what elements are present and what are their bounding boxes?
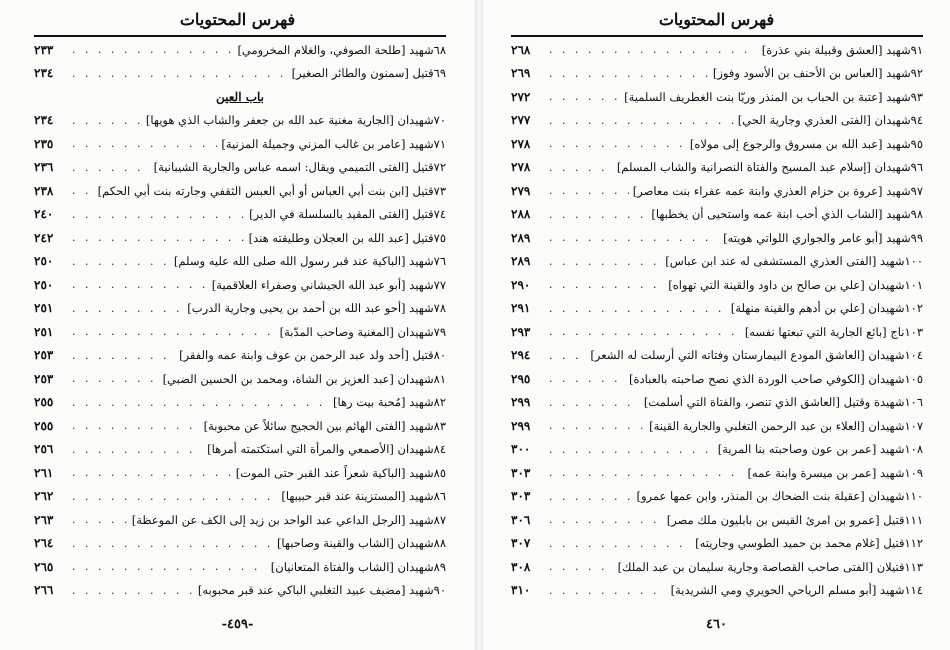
toc-entry: [511, 367, 923, 391]
toc-leader-dots: [549, 349, 586, 362]
toc-entry-title: ١١٣قتيلان [الفتى صاحب القصاصة وجارية سليمان بن عبد الملك]: [617, 559, 923, 574]
toc-leader-dots: [549, 114, 734, 127]
toc-entry-title: ١٠٥شهيدان [الكوفي صاحب الوردة الذي نصح صاحبته بالعبادة]: [629, 371, 923, 386]
toc-entry-page: ٢٦٣: [34, 512, 54, 527]
toc-entry-page: ٢٧٨: [511, 160, 531, 175]
toc-entry-page: ٢٩٠: [511, 277, 531, 292]
toc-entry-title: ٧٠شهيدان [الجارية مغنية عبد الله بن جعفر والشاب الذي هويها]: [145, 113, 446, 128]
toc-entry-title: ٩٤شهيدان [الفتى العذري وجارية الحي]: [737, 113, 923, 128]
toc-leader-dots: [72, 513, 128, 526]
toc-entry-title: ١٠٣ناج [بائع الجارية التي تبعتها نفسه]: [744, 324, 923, 339]
toc-entry: [511, 461, 923, 485]
toc-entry-title: ٧٨شهيد [أحو عبد الله بن أحمد بن يحيى وجارية الدرب]: [187, 301, 446, 316]
left-page-header: فهرس المحتويات: [179, 10, 296, 29]
toc-entry-title: ١٠٠شهيد [الفتى العذري المستشفى له عند ابن عباس]: [665, 254, 923, 269]
toc-leader-dots: [72, 396, 329, 409]
toc-entry-page: ٢٩٥: [511, 371, 531, 386]
toc-entry-page: ٢٥٦: [34, 442, 54, 457]
toc-entry: [34, 555, 446, 579]
toc-entry: [511, 226, 923, 250]
toc-entry: [511, 438, 923, 462]
toc-entry-title: ٨١شهيدان [عبد العزيز بن الشاة، ومحمد بن الحسين الضبي]: [162, 371, 446, 386]
toc-entry-page: ٢٦٤: [34, 536, 54, 551]
toc-entry-title: ٩٦شهيدان [إسلام عبد المسيح والفتاة النصرانية والشاب المسلم]: [616, 160, 923, 175]
toc-leader-dots: [72, 302, 183, 315]
toc-entry: [511, 555, 923, 579]
toc-entry-page: ٢٩٩: [511, 395, 531, 410]
toc-entry-page: ٢٣٤: [34, 66, 54, 81]
toc-entry-title: ٧١شهيد [عامر بن غالب المزني وجميلة المزنية]: [221, 136, 446, 151]
toc-entry-title: ١١٢قتيل [غلام محمد بن حميد الطوسي وجاريته]: [695, 536, 923, 551]
toc-leader-dots: [549, 161, 613, 174]
toc-leader-dots: [549, 419, 645, 432]
toc-entry-page: ٣٠٠: [511, 442, 531, 457]
toc-entry: [34, 62, 446, 86]
toc-leader-dots: [549, 137, 686, 150]
toc-leader-dots: [72, 208, 245, 221]
toc-entry-page: ٣٠٨: [511, 559, 531, 574]
toc-entry-page: ٢٦٨: [511, 42, 531, 57]
toc-entry-page: ٢٥٣: [34, 348, 54, 363]
toc-leader-dots: [549, 67, 709, 80]
toc-entry: [511, 579, 923, 603]
toc-leader-dots: [549, 208, 647, 221]
toc-entry: [34, 250, 446, 274]
toc-entry: [511, 297, 923, 321]
toc-leader-dots: [72, 490, 277, 503]
toc-entry: [511, 250, 923, 274]
toc-entry: [511, 109, 923, 133]
toc-entry: [34, 38, 446, 62]
toc-entry: [34, 344, 446, 368]
toc-entry: [34, 461, 446, 485]
toc-entry-page: ٣١٠: [511, 583, 531, 598]
toc-leader-dots: [72, 278, 208, 291]
right-page-number: ٤٦٠: [706, 617, 727, 632]
toc-entry-page: ٢٣٤: [34, 113, 54, 128]
toc-leader-dots: [549, 90, 620, 103]
toc-entry: [34, 367, 446, 391]
toc-entry-title: ٩٢شهيد [العباس بن الأحنف بن الأسود وفوز]: [712, 66, 923, 81]
toc-leader-dots: [72, 137, 217, 150]
toc-leader-dots: [549, 584, 667, 597]
toc-leader-dots: [549, 396, 640, 409]
toc-entry: [511, 156, 923, 180]
toc-entry: [34, 414, 446, 438]
toc-entry: [511, 132, 923, 156]
toc-entry-title: ٩١شهيد [العشق وقبيلة بني عذرة]: [761, 42, 923, 57]
toc-entry: [34, 156, 446, 180]
toc-entry-page: ٢٩١: [511, 301, 531, 316]
toc-entry-page: ٢٦١: [34, 465, 54, 480]
toc-leader-dots: [549, 278, 664, 291]
toc-entry-page: ٢٩٣: [511, 324, 531, 339]
toc-leader-dots: [549, 184, 629, 197]
toc-entry-title: ٨٨شهيدان [الشاب والقينة وصاحبها]: [276, 536, 446, 551]
toc-entry-title: ١٠١شهيدان [علي بن صالح بن داود والقينة التي تهواه]: [668, 277, 923, 292]
toc-entry-page: ٢٣٨: [34, 183, 54, 198]
toc-entry-page: ٣٠٦: [511, 512, 531, 527]
toc-entry: [511, 85, 923, 109]
toc-entry-page: ٢٧٧: [511, 113, 531, 128]
toc-entry-page: ٢٤٢: [34, 230, 54, 245]
left-page-number: -٤٥٩-: [221, 617, 254, 632]
toc-entry-title: ٩٨شهيد [الشاب الذي أحب ابنة عمه واستحيى أن يخطبها]: [651, 207, 923, 222]
toc-entry: [34, 485, 446, 509]
toc-entry-title: ١١٠شهيدان [عقيلة بنت الضحاك بن المنذر، وابن عمها عمرو]: [636, 489, 923, 504]
toc-entry: [511, 273, 923, 297]
toc-entry-title: ٨٧شهيد [الرجل الداعي عبد الواحد بن زيد إلى الكف عن الموعظة]: [131, 512, 446, 527]
toc-entry-page: ٣٠٣: [511, 465, 531, 480]
toc-leader-dots: [72, 584, 194, 597]
toc-leader-dots: [549, 560, 614, 573]
toc-entry-page: ٢٧٨: [511, 136, 531, 151]
toc-leader-dots: [72, 325, 276, 338]
toc-entry: [511, 320, 923, 344]
toc-entry-title: ٨٦شهيد [المستزينة عند قبر حبيبها]: [281, 489, 446, 504]
toc-entry: [34, 320, 446, 344]
toc-entry: [511, 508, 923, 532]
toc-entry-page: ٢٧٩: [511, 183, 531, 198]
toc-leader-dots: [549, 513, 663, 526]
toc-entry-title: ٩٩شهيد [أبو عامر والجواري اللواتي هويته]: [723, 230, 923, 245]
toc-leader-dots: [549, 372, 625, 385]
toc-entry-title: ١١٤شهيد [أبو مسلم الرياحي الحويري ومي الشريدية]: [670, 583, 923, 598]
toc-entry-title: ٨٠قتيل [أحد ولد عبد الرحمن بن عوف وابنة عمه والفقر]: [179, 348, 446, 363]
toc-entry: [34, 226, 446, 250]
toc-entry-page: ٢٥٣: [34, 371, 54, 386]
toc-entry-title: ٩٧شهيد [عروة بن حزام العذري وابنة عمه عفراء بنت معاصر]: [632, 183, 923, 198]
section-title: باب العين: [216, 89, 265, 104]
right-toc-list: [511, 38, 923, 602]
right-page: [483, 0, 950, 650]
right-header-rule: [511, 35, 923, 37]
toc-leader-dots: [549, 537, 691, 550]
toc-entry: [34, 203, 446, 227]
toc-leader-dots: [72, 372, 159, 385]
toc-leader-dots: [549, 231, 719, 244]
toc-entry: [34, 391, 446, 415]
toc-leader-dots: [72, 231, 245, 244]
toc-entry-title: ٩٣شهيد [عتبة بن الحباب بن المنذر وريّا بنت الغطريف السلمية]: [624, 89, 923, 104]
toc-entry-page: ٢٥٥: [34, 418, 54, 433]
toc-entry-page: ٢٨٨: [511, 207, 531, 222]
book-gutter: [475, 0, 483, 650]
toc-leader-dots: [72, 161, 150, 174]
toc-entry-page: ٢٣٥: [34, 136, 54, 151]
toc-entry-page: ٢٥١: [34, 324, 54, 339]
toc-entry-title: ٧٤قتيل [الفتى المقيد بالسلسلة في الدير]: [249, 207, 446, 222]
toc-leader-dots: [549, 490, 633, 503]
toc-entry-title: ٧٧شهيد [أبو عبد الله الجيشاني وصفراء العلاقمية]: [211, 277, 446, 292]
right-page-header: فهرس المحتويات: [658, 10, 775, 29]
toc-entry: [34, 179, 446, 203]
toc-entry-page: ٢٥٠: [34, 277, 54, 292]
toc-entry-title: ٩٥شهيد [عبد الله بن مسروق والرجوع إلى مولاه]: [689, 136, 923, 151]
toc-leader-dots: [72, 184, 94, 197]
toc-leader-dots: [72, 43, 233, 56]
toc-leader-dots: [72, 443, 203, 456]
toc-entry: [34, 297, 446, 321]
toc-leader-dots: [72, 560, 267, 573]
toc-entry-title: ٧٥قتيل [عبد الله بن العجلان وطليقته هند]: [248, 230, 446, 245]
toc-entry-title: ١٠٢شهيدان [علي بن أدهم والقينة منهلة]: [730, 301, 923, 316]
toc-entry-page: ٢٦٥: [34, 559, 54, 574]
toc-entry: [511, 179, 923, 203]
toc-entry-title: ٩٠شهيد [مضيف عبيد التغلبي الباكي عند قبر محبوبه]: [197, 583, 446, 598]
toc-leader-dots: [549, 43, 758, 56]
toc-leader-dots: [549, 443, 714, 456]
toc-entry-page: ٢٦٦: [34, 583, 54, 598]
toc-entry: [34, 132, 446, 156]
toc-leader-dots: [72, 349, 175, 362]
toc-entry: [34, 579, 446, 603]
toc-entry-title: ٧٩شهيدان [المغنية وصاحب المدّبة]: [279, 324, 446, 339]
toc-entry: [34, 109, 446, 133]
toc-entry: [34, 532, 446, 556]
toc-entry-title: ٨٢شهيد [مُحبة بيت رها]: [332, 395, 446, 410]
toc-leader-dots: [549, 325, 741, 338]
toc-entry: [511, 485, 923, 509]
toc-entry-title: ٦٩قتيل [سمنون والطائر الصغير]: [291, 66, 446, 81]
toc-leader-dots: [72, 537, 273, 550]
toc-entry: [511, 532, 923, 556]
toc-entry-title: ٧٦شهيد [الباكية عند قبر رسول الله صلى الله عليه وسلم]: [173, 254, 446, 269]
toc-leader-dots: [72, 114, 142, 127]
toc-entry-title: ١٠٨شهيد [عمر بن عون وصاحبته بنا المرية]: [717, 442, 923, 457]
toc-entry-page: ٢٣٦: [34, 160, 54, 175]
toc-entry-title: ١٠٦شهيدة وقتيل [العاشق الذي تنصر، والفتاة التي أسلمت]: [643, 395, 923, 410]
left-toc-list: [34, 38, 446, 602]
toc-entry-page: ٢٥٠: [34, 254, 54, 269]
toc-entry-page: ٢٥١: [34, 301, 54, 316]
left-header-rule: [34, 35, 446, 37]
toc-leader-dots: [549, 255, 661, 268]
toc-entry-title: ٧٣قتيل [ابن بنت أبي العباس أو أبي العبس الثقفي وجارته بنت أبي الحكم]: [97, 183, 446, 198]
toc-entry-title: ٨٤شهيدان [الأصمعي والمرأة التي استكتمته أمرها]: [207, 442, 446, 457]
toc-entry-page: ٢٨٩: [511, 254, 531, 269]
toc-entry: [34, 508, 446, 532]
toc-entry-page: ٢٥٥: [34, 395, 54, 410]
toc-entry: [511, 62, 923, 86]
toc-leader-dots: [72, 255, 170, 268]
toc-entry-page: ٢٣٣: [34, 42, 54, 57]
toc-entry-page: ٢٩٩: [511, 418, 531, 433]
toc-entry: [511, 38, 923, 62]
toc-entry-title: ٨٩شهيدان [الشاب والفتاة المتعانيان]: [270, 559, 446, 574]
toc-entry-title: ١٠٩شهيد [عمر بن ميسرة وابنة عمه]: [747, 465, 923, 480]
toc-entry-title: ١١١قتيل [عمرو بن امرئ القيس بن بابليون ملك مصر]: [666, 512, 923, 527]
toc-leader-dots: [72, 419, 200, 432]
toc-entry: [511, 203, 923, 227]
toc-entry-title: ٨٣شهيد [الفتى الهائم بين الحجيج سائلاً عن محبوبة]: [203, 418, 446, 433]
toc-entry-page: ٢٦٩: [511, 66, 531, 81]
toc-entry: [34, 438, 446, 462]
toc-entry-page: ٣٠٣: [511, 489, 531, 504]
toc-leader-dots: [72, 67, 288, 80]
toc-leader-dots: [549, 466, 743, 479]
toc-entry-title: ٦٨شهيد [طلحة الصوفي، والغلام المخرومي]: [237, 42, 446, 57]
toc-entry-page: ٢٦٢: [34, 489, 54, 504]
toc-entry: [511, 344, 923, 368]
toc-entry-page: ٣٠٧: [511, 536, 531, 551]
toc-entry-page: ٢٤٠: [34, 207, 54, 222]
toc-entry: [34, 273, 446, 297]
toc-entry-title: ٨٥شهيد [الباكية شعراً عند القبر حتى الموت]: [235, 465, 446, 480]
toc-entry-title: ٧٢قتيل [الفتى التميمي ويقال: اسمه عباس والجارية الشيبانية]: [153, 160, 446, 175]
toc-entry-title: ١٠٧شهيدان [العلاء بن عبد الرحمن التغلبي والجارية القينة]: [649, 418, 923, 433]
toc-entry: [511, 391, 923, 415]
toc-leader-dots: [549, 302, 727, 315]
toc-entry-page: ٢٧٢: [511, 89, 531, 104]
toc-entry-page: ٢٨٩: [511, 230, 531, 245]
toc-leader-dots: [72, 466, 232, 479]
toc-entry-page: ٢٩٤: [511, 348, 531, 363]
toc-entry-title: ١٠٤شهيدان [العاشق المودع البيمارستان وفتاته التي أرسلت له الشعر]: [590, 348, 923, 363]
toc-entry: [511, 414, 923, 438]
